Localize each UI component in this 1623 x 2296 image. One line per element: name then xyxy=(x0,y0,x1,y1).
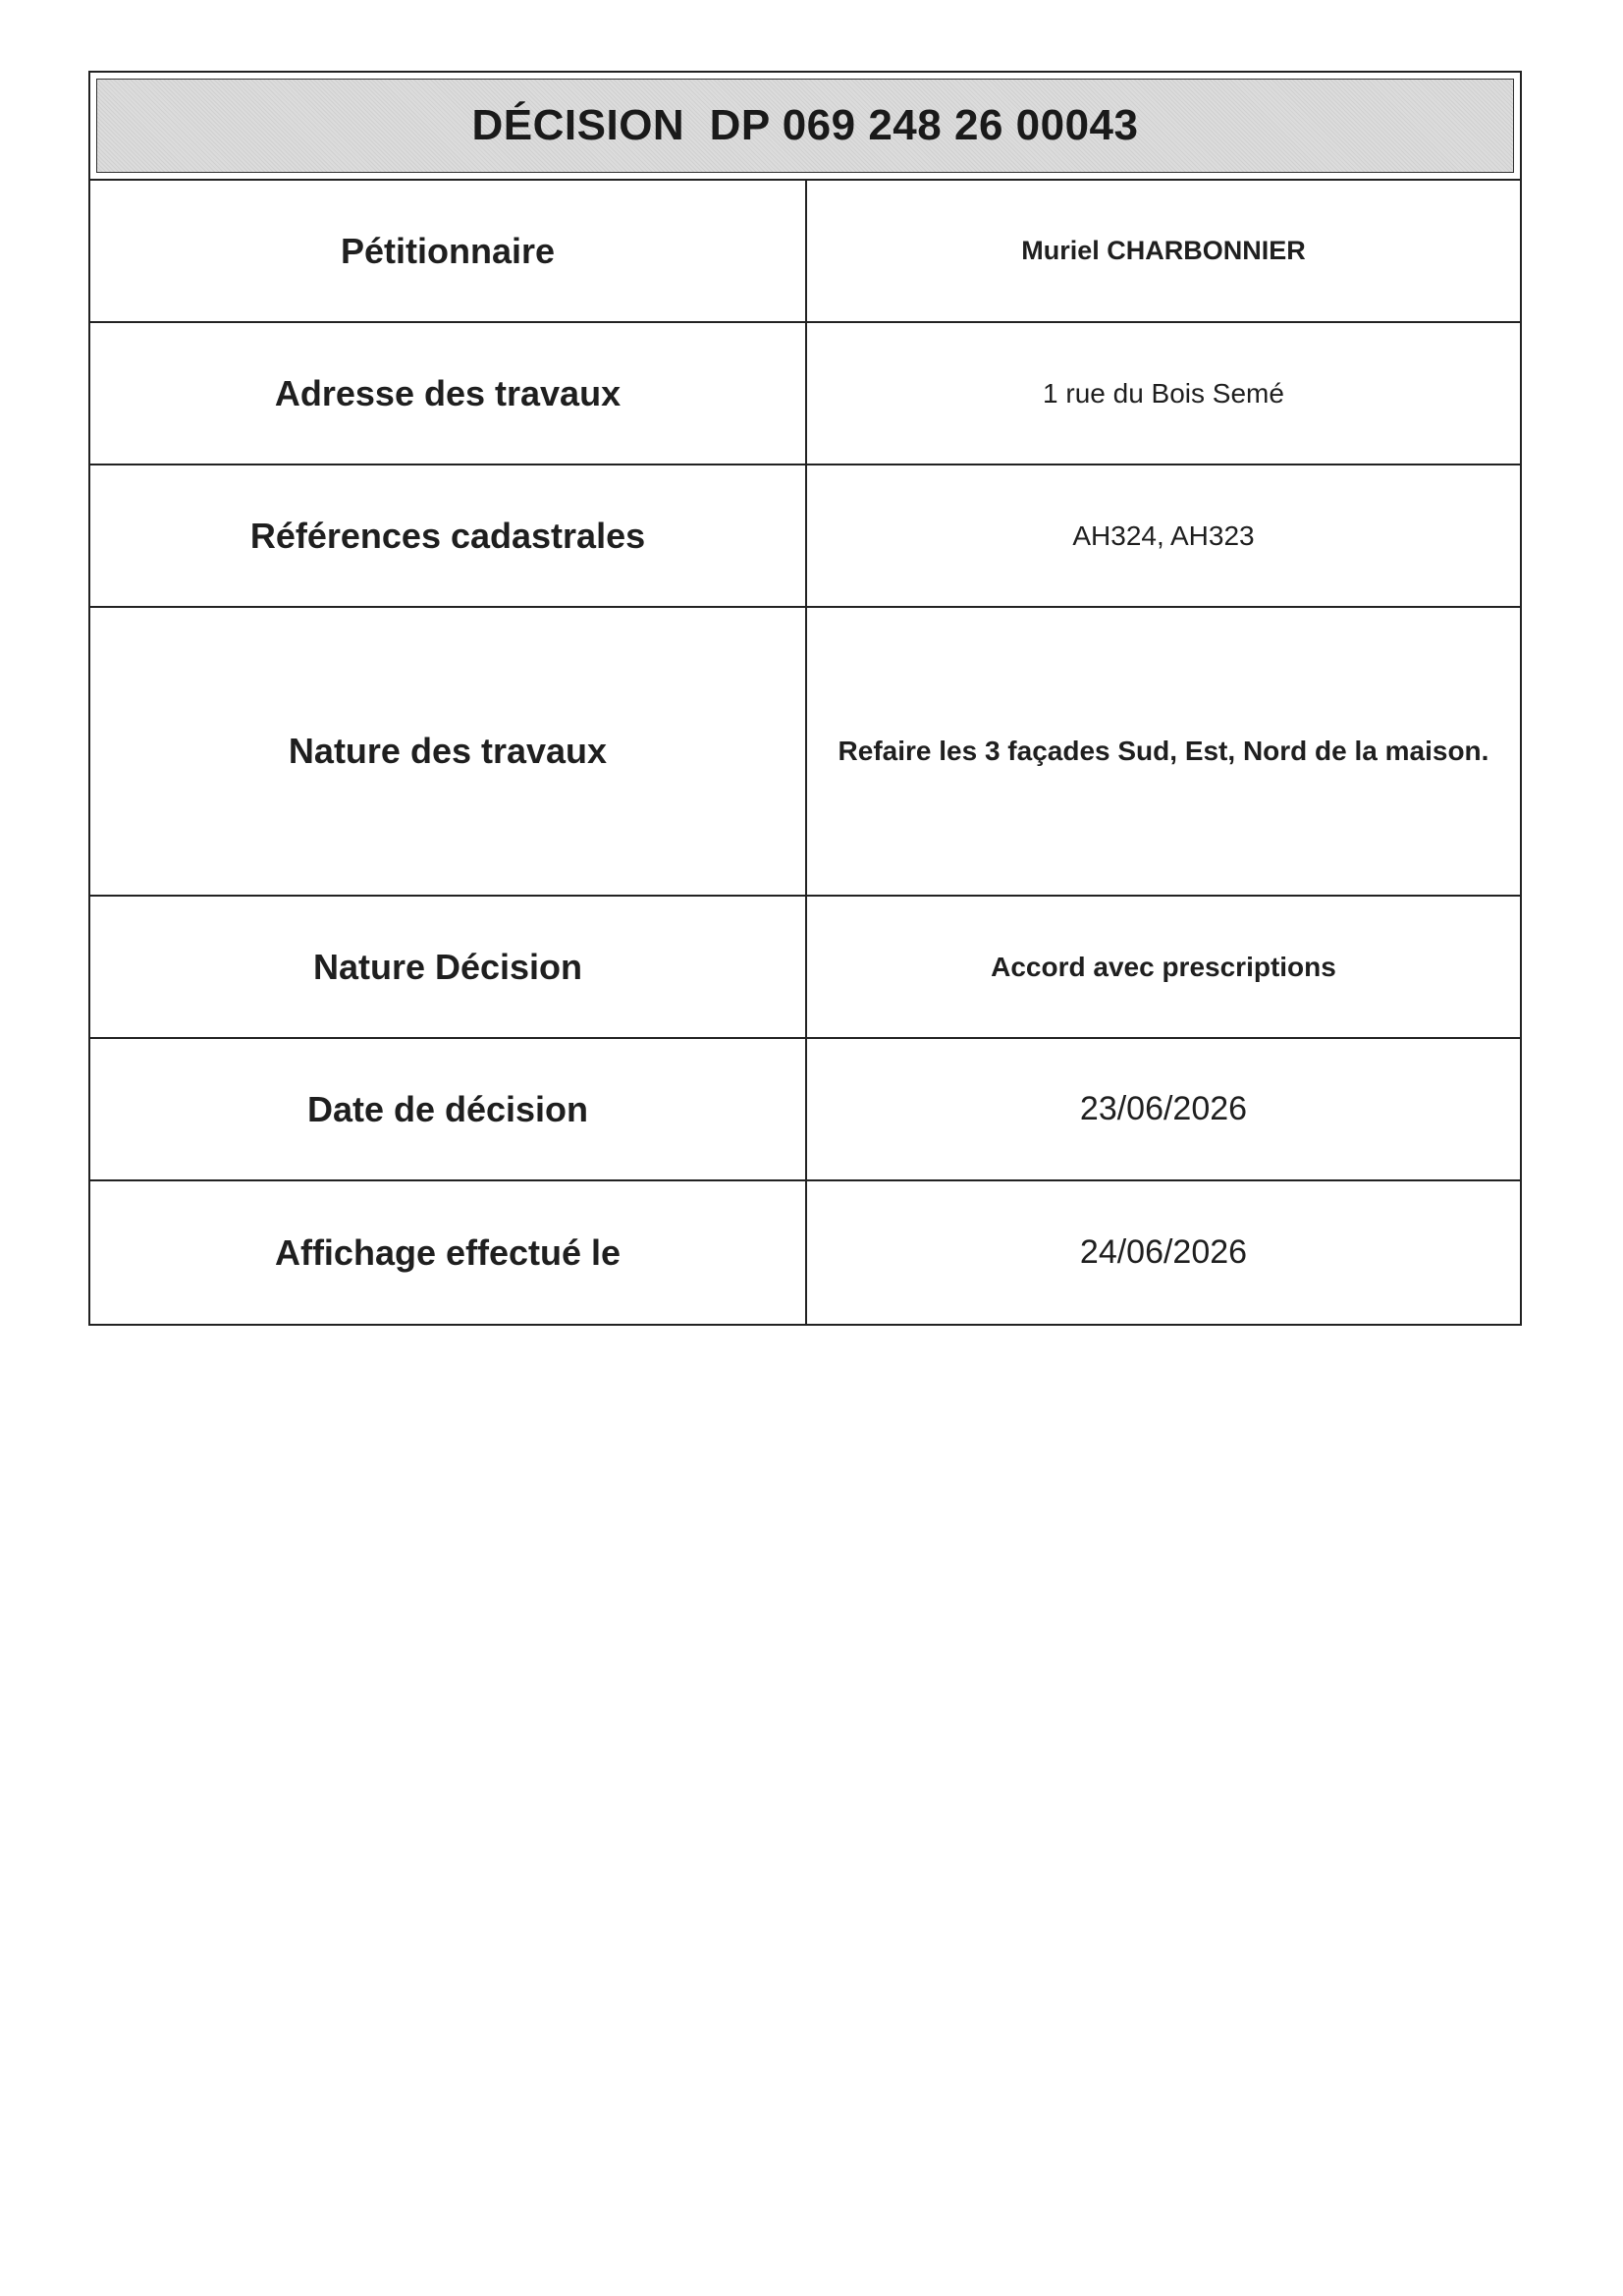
table-row-petitionnaire xyxy=(90,181,1520,323)
title-box xyxy=(88,71,1522,181)
row-label: Affichage effectué le xyxy=(90,1181,807,1324)
row-value: Refaire les 3 façades Sud, Est, Nord de la maison. xyxy=(838,736,1489,766)
row-label: Date de décision xyxy=(90,1039,807,1179)
decision-table xyxy=(88,71,1522,1326)
row-value: AH324, AH323 xyxy=(1072,519,1255,551)
row-label: Nature des travaux xyxy=(90,608,807,895)
row-value: 1 rue du Bois Semé xyxy=(1043,377,1284,409)
row-value: 23/06/2026 xyxy=(1079,1090,1248,1127)
table-row-nature-travaux xyxy=(90,608,1520,897)
row-label: Adresse des travaux xyxy=(90,323,807,464)
table-row-adresse xyxy=(90,323,1520,465)
row-value: 24/06/2026 xyxy=(1079,1233,1248,1271)
table-row-date-decision xyxy=(90,1039,1520,1181)
table-row-references xyxy=(90,465,1520,608)
row-label: Pétitionnaire xyxy=(90,181,807,321)
row-value: Muriel CHARBONNIER xyxy=(1021,236,1306,265)
table-rows xyxy=(88,181,1522,1326)
row-value: Accord avec prescriptions xyxy=(991,951,1336,982)
title-banner xyxy=(96,79,1514,173)
row-label: Nature Décision xyxy=(90,897,807,1037)
table-row-nature-decision xyxy=(90,897,1520,1039)
table-row-affichage xyxy=(90,1181,1520,1324)
row-label: Références cadastrales xyxy=(90,465,807,606)
document-title: DÉCISION DP 069 248 26 00043 xyxy=(471,101,1139,149)
